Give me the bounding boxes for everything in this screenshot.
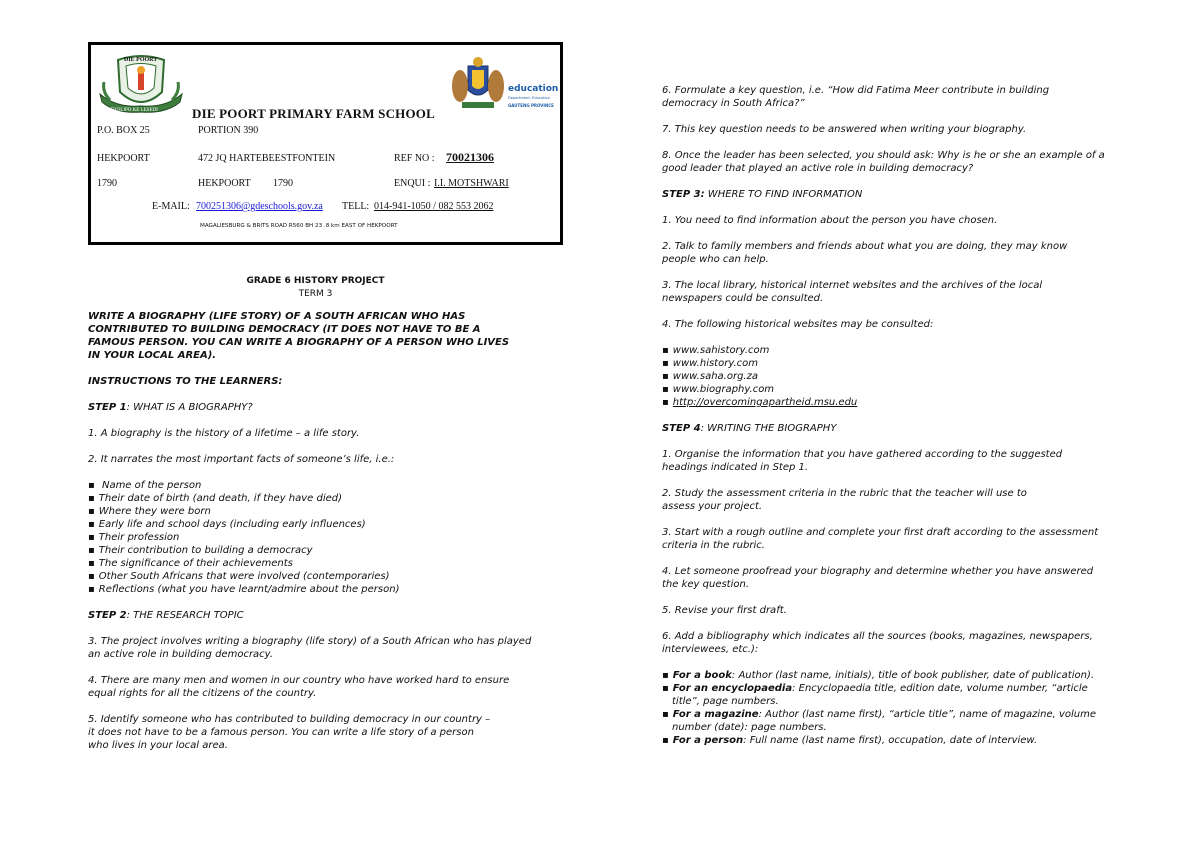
crest-motto: THOLIPO KE LESEDI <box>110 108 158 113</box>
step2-label: STEP 2 <box>88 610 127 621</box>
step4-para3: 3. Start with a rough outline and complete your first draft according to the assessment criteria in the rubric. <box>662 527 1099 551</box>
step1-heading <box>88 401 543 414</box>
town-2: HEKPOORT <box>198 178 251 189</box>
step3-para4: 4. The following historical websites may be consulted: <box>662 319 934 330</box>
step2-para4: 4. There are many men and women in our country who have worked hard to ensure equal rights for all the citizens of the country. <box>88 675 510 699</box>
step3-label: STEP 3: <box>662 189 705 200</box>
education-logo-text: education <box>508 84 559 94</box>
ref-label: REF NO : <box>394 153 435 164</box>
step1-para2: 2. It narrates the most important facts of someone’s life, i.e.: <box>88 454 395 465</box>
po-box: P.O. BOX 25 <box>97 125 150 136</box>
bibliography-item <box>662 734 1117 747</box>
list-item: ▪ Their contribution to building a democracy <box>88 544 543 557</box>
portion: PORTION 390 <box>198 125 259 136</box>
email-link[interactable]: 700251306@gdeschools.gov.za <box>196 201 323 212</box>
bib-label: For a book <box>672 670 732 681</box>
bib-label: For a magazine <box>672 709 759 720</box>
para6: 6. Formulate a key question, i.e. “How did Fatima Meer contribute in building democracy in South Africa?” <box>662 85 1050 109</box>
bib-label: For a person <box>672 735 744 746</box>
step2-heading <box>88 609 543 622</box>
project-term: TERM 3 <box>298 289 333 299</box>
step3-title: WHERE TO FIND INFORMATION <box>704 189 863 200</box>
step4-heading <box>662 422 1117 435</box>
step1-title: : WHAT IS A BIOGRAPHY? <box>126 402 253 413</box>
email-label: E-MAIL: <box>152 201 190 212</box>
list-item: ▪ Where they were born <box>88 505 543 518</box>
task-statement: WRITE A BIOGRAPHY (LIFE STORY) OF A SOUTH AFRICAN WHO HAS CONTRIBUTED TO BUILDING DEMOCRACY (IT DOES NOT HAVE TO BE A FAMOUS PERSON. YOU CAN WRITE A BIOGRAPHY OF A PERSON WHO LIVES IN YOUR LOCAL AREA). <box>88 311 510 361</box>
education-logo-sub1: Department: Education <box>508 96 550 100</box>
list-item: ▪ www.sahistory.com <box>662 344 1117 357</box>
bib-label: For an encyclopaedia <box>672 683 793 694</box>
farm-address: 472 JQ HARTEBEESTFONTEIN <box>198 153 336 164</box>
list-item: ▪ The significance of their achievements <box>88 557 543 570</box>
step2-para5: 5. Identify someone who has contributed to building democracy in our country – it does not have to be a famous person. You can write a life story of a person who lives in your local area. <box>88 714 491 751</box>
gauteng-coat-of-arms-logo <box>450 56 506 114</box>
bibliography-item <box>662 708 1117 734</box>
step2-title: : THE RESEARCH TOPIC <box>126 610 244 621</box>
list-item: ▪ www.biography.com <box>662 383 1117 396</box>
school-name: DIE POORT PRIMARY FARM SCHOOL <box>192 106 435 121</box>
list-item: ▪ Name of the person <box>88 479 543 492</box>
bib-text: : Author (last name, initials), title of book publisher, date of publication). <box>731 670 1095 681</box>
tell-number: 014-941-1050 / 082 553 2062 <box>374 201 494 212</box>
tell-label: TELL: <box>342 201 370 212</box>
bibliography-item <box>662 682 1117 708</box>
step3-para2: 2. Talk to family members and friends about what you are doing, they may know people who can help. <box>662 241 1068 265</box>
bib-text: : Author (last name first), “article title”, name of magazine, volume number (date): page numbers. <box>672 709 1097 733</box>
para8: 8. Once the leader has been selected, you should ask: Why is he or she an example of a good leader that played an active role in building democracy? <box>662 150 1105 174</box>
postal-code: 1790 <box>97 178 117 189</box>
step4-para4: 4. Let someone proofread your biography and determine whether you have answered the key question. <box>662 566 1094 590</box>
step4-para1: 1. Organise the information that you have gathered according to the suggested headings indicated in Step 1. <box>662 449 1063 473</box>
step4-title: : WRITING THE BIOGRAPHY <box>700 423 837 434</box>
instructions-heading: INSTRUCTIONS TO THE LEARNERS: <box>88 376 283 387</box>
enqui-label: ENQUI : <box>394 178 431 189</box>
step4-para5: 5. Revise your first draft. <box>662 605 787 616</box>
step4-para2: 2. Study the assessment criteria in the rubric that the teacher will use to assess your project. <box>662 488 1027 512</box>
para7: 7. This key question needs to be answered when writing your biography. <box>662 124 1027 135</box>
bib-text: : Full name (last name first), occupation, date of interview. <box>743 735 1038 746</box>
list-item: ▪ Early life and school days (including early influences) <box>88 518 543 531</box>
step4-para6: 6. Add a bibliography which indicates all the sources (books, magazines, newspapers, interviewees, etc.): <box>662 631 1093 655</box>
list-item: ▪ Other South Africans that were involved (contemporaries) <box>88 570 543 583</box>
step2-para3: 3. The project involves writing a biography (life story) of a South African who has played an active role in building democracy. <box>88 636 532 660</box>
list-item: ▪ Their profession <box>88 531 543 544</box>
project-title: GRADE 6 HISTORY PROJECT <box>246 276 385 286</box>
step3-para3: 3. The local library, historical internet websites and the archives of the local newspapers could be consulted. <box>662 280 1043 304</box>
step4-label: STEP 4 <box>662 423 701 434</box>
bib-text: : Encyclopaedia title, edition date, volume number, “article title”, page numbers. <box>672 683 1088 707</box>
right-column <box>662 84 1117 747</box>
enqui-name: I.I. MOTSHWARI <box>434 178 509 189</box>
step3-para1: 1. You need to find information about the person you have chosen. <box>662 215 998 226</box>
list-item: ▪ www.saha.org.za <box>662 370 1117 383</box>
step1-para1: 1. A biography is the history of a lifetime – a life story. <box>88 428 360 439</box>
ref-number: 70021306 <box>446 150 494 164</box>
bibliography-item <box>662 669 1117 682</box>
postal-code-2: 1790 <box>273 178 293 189</box>
step3-heading <box>662 188 1117 201</box>
town: HEKPOORT <box>97 153 150 164</box>
education-logo-sub2: GAUTENG PROVINCE <box>508 103 554 108</box>
list-item: ▪ www.history.com <box>662 357 1117 370</box>
crest-text: DIE POORT <box>124 57 158 63</box>
list-item: ▪ Reflections (what you have learnt/admire about the person) <box>88 583 543 596</box>
step1-label: STEP 1 <box>88 402 127 413</box>
website-link[interactable]: http://overcomingapartheid.msu.edu <box>672 397 858 408</box>
left-column <box>88 310 543 752</box>
list-item <box>662 396 1117 409</box>
directions: MAGALIESBURG & BRITS ROAD R560 BH 23 .8 km EAST OF HEKPOORT <box>200 223 398 229</box>
list-item: ▪ Their date of birth (and death, if they have died) <box>88 492 543 505</box>
